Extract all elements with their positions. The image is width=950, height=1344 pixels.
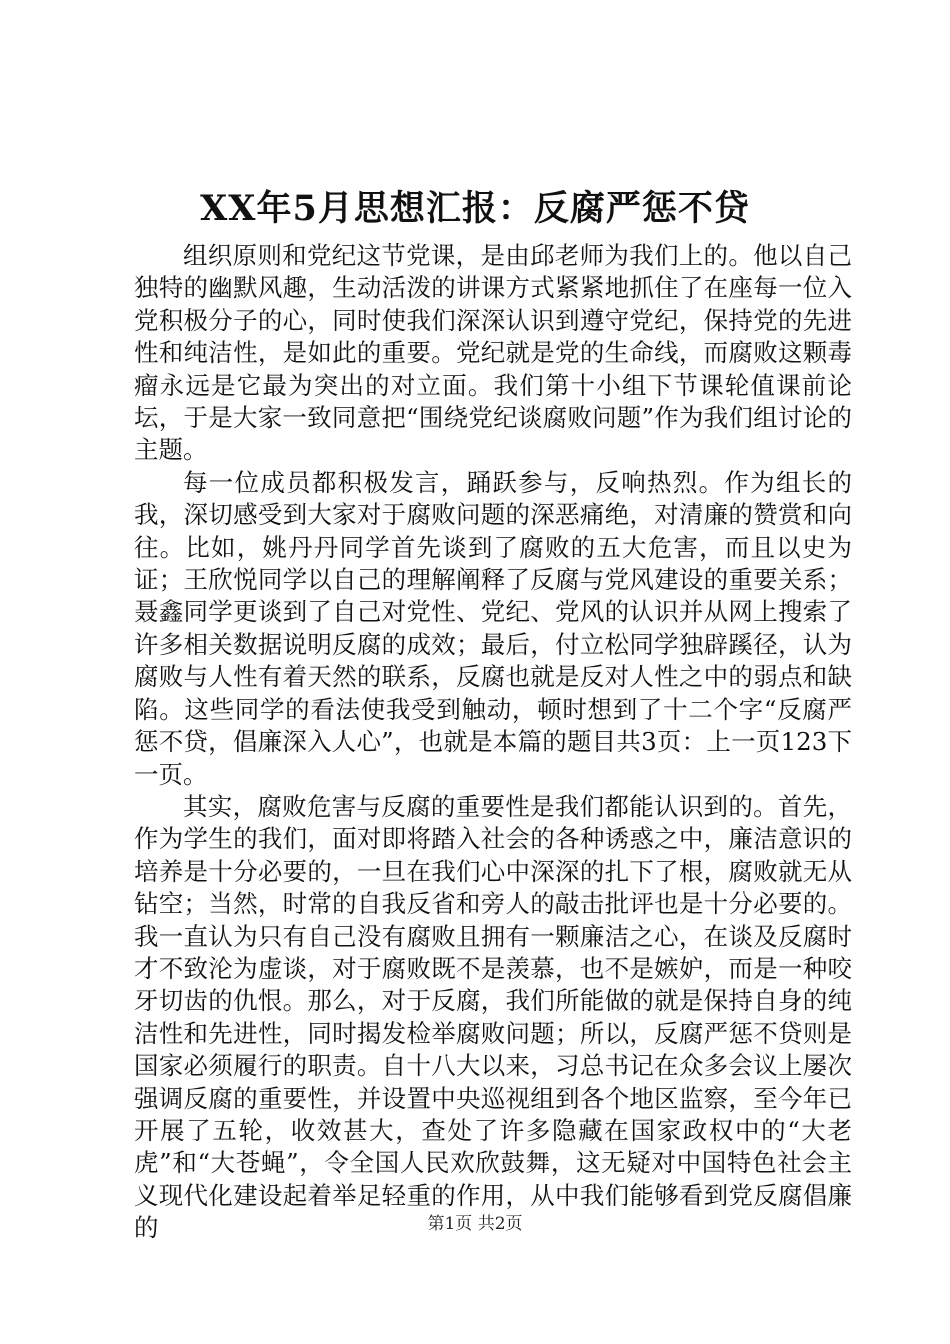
paragraph-2: 每一位成员都积极发言，踊跃参与，反响热烈。作为组长的我，深切感受到大家对于腐败问题的深恶痛绝，对清廉的赞赏和向往。比如，姚丹丹同学首先谈到了腐败的五大危害，而且以史为证；王欣悦同学以自己的理解阐释了反腐与党风建设的重要关系；聂鑫同学更谈到了自己对党性、党纪、党风的认识并从网上搜索了许多相关数据说明反腐的成效；最后，付立松同学独辟蹊径，认为腐败与人性有着天然的联系，反腐也就是反对人性之中的弱点和缺陷。这些同学的看法使我受到触动，顿时想到了十二个字“反腐严惩不贷，倡廉深入人心”，也就是本篇的题目共3页：上一页123下一页。 [134,467,852,789]
paragraph-1: 组织原则和党纪这节党课，是由邱老师为我们上的。他以自己独特的幽默风趣，生动活泼的讲课方式紧紧地抓住了在座每一位入党积极分子的心，同时使我们深深认识到遵守党纪，保持党的先进性和纯洁性，是如此的重要。党纪就是党的生命线，而腐败这颗毒瘤永远是它最为突出的对立面。我们第十小组下节课轮值课前论坛，于是大家一致同意把“围绕党纪谈腐败问题”作为我们组讨论的主题。 [134,241,852,465]
document-title: XX年5月思想汇报：反腐严惩不贷 [200,188,750,229]
document-body [134,240,852,1245]
paragraph-3: 其实，腐败危害与反腐的重要性是我们都能认识到的。首先，作为学生的我们，面对即将踏入社会的各种诱惑之中，廉洁意识的培养是十分必要的，一旦在我们心中深深的扎下了根，腐败就无从钻空；当然，时常的自我反省和旁人的敲击批评也是十分必要的。我一直认为只有自己没有腐败且拥有一颗廉洁之心，在谈及反腐时才不致沦为虚谈，对于腐败既不是羡慕，也不是嫉妒，而是一种咬牙切齿的仇恨。那么，对于反腐，我们所能做的就是保持自身的纯洁性和先进性，同时揭发检举腐败问题；所以，反腐严惩不贷则是国家必须履行的职责。自十八大以来，习总书记在众多会议上屡次强调反腐的重要性，并设置中央巡视组到各个地区监察，至今年已开展了五轮，收效甚大，查处了许多隐藏在国家政权中的“大老虎”和“大苍蝇”，令全国人民欢欣鼓舞，这无疑对中国特色社会主义现代化建设起着举足轻重的作用，从中我们能够看到党反腐倡廉的 [134,791,852,1243]
page-footer: 第1页 共2页 [427,1214,523,1234]
